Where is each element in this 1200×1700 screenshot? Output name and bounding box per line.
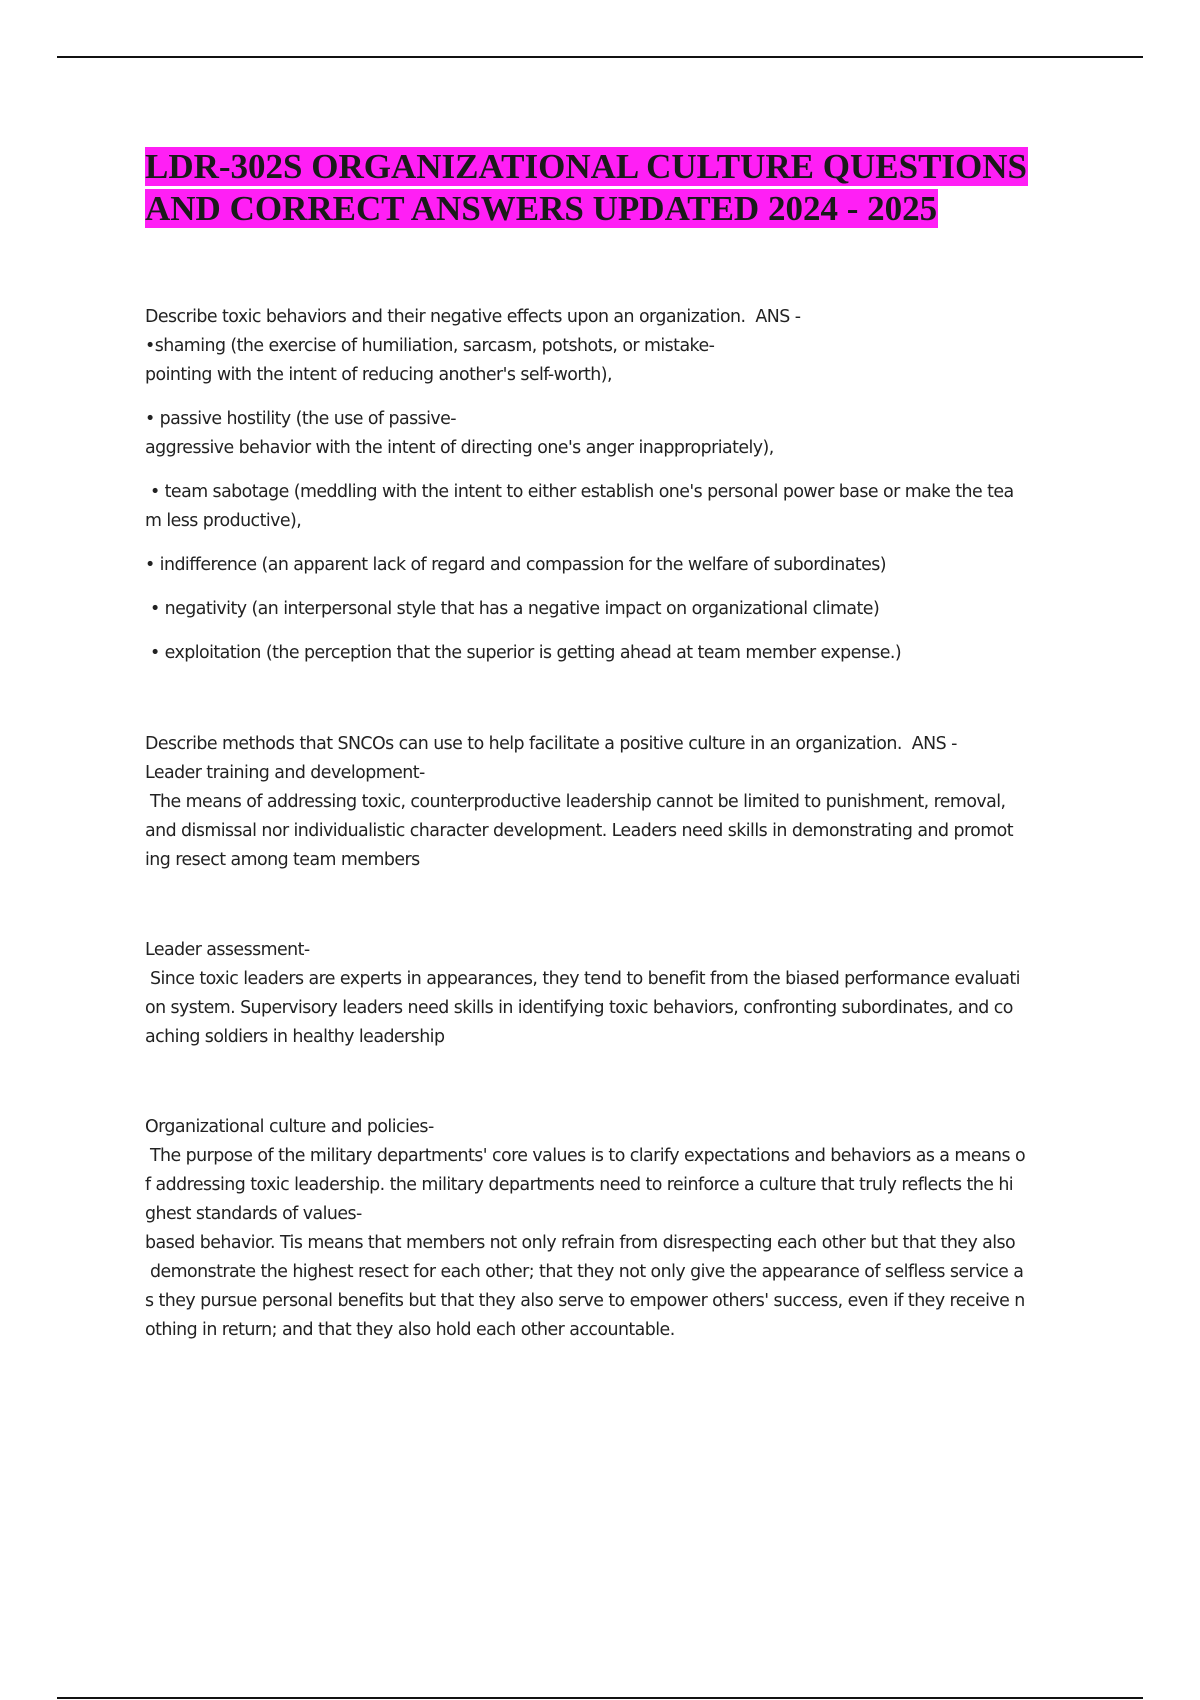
q2-section-heading-training: Leader training and development- xyxy=(145,763,425,783)
q2-culture-line: based behavior. Tis means that members not only refrain from disrespecting each other but that they also xyxy=(145,1233,1016,1253)
q2-assessment-line: aching soldiers in healthy leadership xyxy=(145,1027,445,1047)
spacer xyxy=(145,624,1090,639)
q1-bullet-passive-hostility-cont: aggressive behavior with the intent of directing one's anger inappropriately), xyxy=(145,438,774,458)
q2-culture-line: f addressing toxic leadership. the military departments need to reinforce a culture that truly reflects the hi xyxy=(145,1175,1014,1195)
q2-culture-line: ghest standards of values- xyxy=(145,1204,362,1224)
q2-question: Describe methods that SNCOs can use to help facilitate a positive culture in an organization. ANS - xyxy=(145,734,957,754)
q2-culture-line: demonstrate the highest resect for each other; that they not only give the appearance of selfless service a xyxy=(145,1262,1024,1282)
q1-question: Describe toxic behaviors and their negative effects upon an organization. ANS - xyxy=(145,307,801,327)
bottom-rule xyxy=(57,1697,1143,1699)
q2-section-heading-assessment: Leader assessment- xyxy=(145,940,310,960)
q2-section-heading-culture: Organizational culture and policies- xyxy=(145,1117,434,1137)
spacer xyxy=(145,1052,1090,1113)
q1-bullet-shaming-cont: pointing with the intent of reducing another's self-worth), xyxy=(145,365,612,385)
q2-culture-line: s they pursue personal benefits but that they also serve to empower others' success, even if they receive n xyxy=(145,1291,1025,1311)
q1-bullet-team-sabotage: • team sabotage (meddling with the intent to either establish one's personal power base or make the tea xyxy=(145,482,1014,502)
top-rule xyxy=(57,56,1143,58)
q1-bullet-negativity: • negativity (an interpersonal style that has a negative impact on organizational climate) xyxy=(145,599,880,619)
spacer xyxy=(145,875,1090,936)
document-title xyxy=(145,146,1105,230)
q1-bullet-passive-hostility: • passive hostility (the use of passive- xyxy=(145,409,456,429)
q2-assessment-line: on system. Supervisory leaders need skills in identifying toxic behaviors, confronting subordinates, and co xyxy=(145,998,1013,1018)
title-line-2: AND CORRECT ANSWERS UPDATED 2024 - 2025 xyxy=(145,189,938,228)
spacer xyxy=(145,668,1090,730)
q2-culture-line: The purpose of the military departments' core values is to clarify expectations and behaviors as a means o xyxy=(145,1146,1026,1166)
q1-bullet-team-sabotage-cont: m less productive), xyxy=(145,511,302,531)
spacer xyxy=(145,390,1090,405)
q2-training-line: The means of addressing toxic, counterproductive leadership cannot be limited to punishment, removal, xyxy=(145,792,1006,812)
spacer xyxy=(145,536,1090,551)
spacer xyxy=(145,463,1090,478)
q2-training-line: and dismissal nor individualistic character development. Leaders need skills in demonstrating and promot xyxy=(145,821,1013,841)
q2-training-line: ing resect among team members xyxy=(145,850,420,870)
q1-bullet-shaming: •shaming (the exercise of humiliation, sarcasm, potshots, or mistake- xyxy=(145,336,715,356)
q1-bullet-indifference: • indifference (an apparent lack of regard and compassion for the welfare of subordinates) xyxy=(145,555,887,575)
q2-assessment-line: Since toxic leaders are experts in appearances, they tend to benefit from the biased performance evaluati xyxy=(145,969,1020,989)
document-body xyxy=(145,303,1090,1345)
q2-culture-line: othing in return; and that they also hold each other accountable. xyxy=(145,1320,675,1340)
spacer xyxy=(145,580,1090,595)
title-line-1: LDR-302S ORGANIZATIONAL CULTURE QUESTIONS xyxy=(145,147,1028,186)
q1-bullet-exploitation: • exploitation (the perception that the superior is getting ahead at team member expense.) xyxy=(145,643,902,663)
